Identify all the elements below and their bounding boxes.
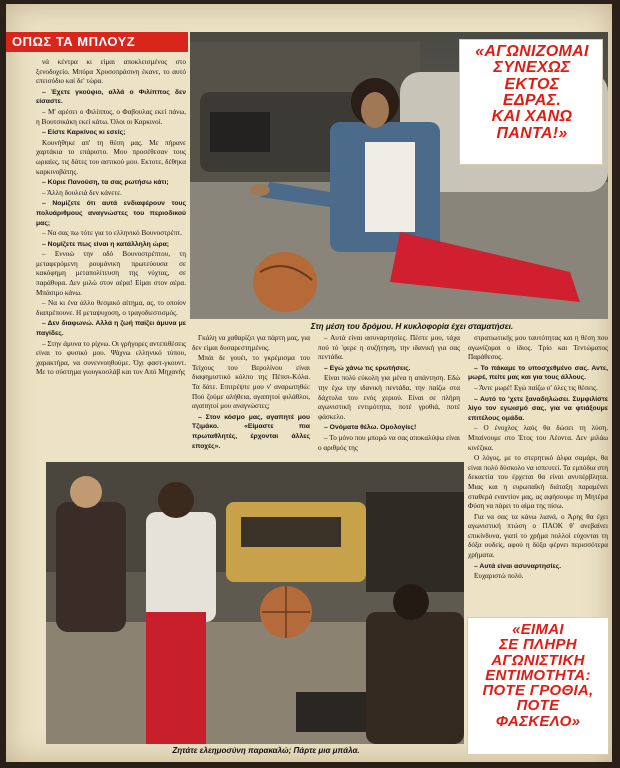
- bottom-quote-line: ΕΝΤΙΜΟΤΗΤΑ:: [485, 666, 591, 684]
- paragraph: – Δεν διαφωνώ. Αλλά η ζωή παίζει άμυνα με παγίδες.: [36, 320, 186, 338]
- paragraph: Γκάλη να χαθαρίζει για πάρτη μας, για δεν είμαι δυσαρεστημένος.: [192, 334, 310, 352]
- paragraph: – Αυτά είναι ασυναρτησίες. Πέστε μου, τάχα πού τό 'φερε η συζήτηση, την ιδανική για σας πεντάδα.: [318, 334, 460, 362]
- headline-line: ΕΚΤΟΣ: [504, 75, 560, 93]
- bottom-quote-line: «ΕΙΜΑΙ: [512, 621, 564, 638]
- headline-line: ΚΑΙ ΧΑΝΩ: [491, 108, 573, 126]
- paragraph: – Να κι ένα άλλο θεσμικό αίτημα, ας, το οποίον διαπρέπουνε. Η μεταψυχοση, ο τραγοδιεστισμός.: [36, 299, 186, 317]
- headline-line: ΕΔΡΑΣ.: [502, 91, 562, 109]
- paragraph: – Ονόματα θέλω. Ομολογίες!: [324, 424, 417, 432]
- paragraph: – Εγώ χάνω τις ερωτήσεις.: [324, 364, 411, 372]
- article-column-mid2: [318, 334, 460, 458]
- bottom-quote-line: ΠΟΤΕ: [516, 697, 560, 715]
- paragraph: – Το πάκαμε το υποσχεθμένο σας. Αντε, μωρέ, πείτε μας και για τους άλλους.: [468, 364, 608, 382]
- paragraph: – Αυτά είναι ασυναρτησίες.: [474, 562, 562, 570]
- paragraph: Ο λόγος, με το στερητικό άλφα σαμάρι, θα είναι πολύ δύσκολο να ισπευτεί. Τα εμπόδια στη δεκαετία του έρχεται θα είναι ανυπέρβλητα. Μιας και η ευρωπαϊκή διάταξη παραμένει σταθερά εναντίον μας, ας αφήσουμε τη Μητέρα Φύση να πάρει το αίμα της πίσω.: [468, 454, 608, 511]
- paragraph: – Ο ένοχλος λαός θα δώσει τη λύση. Μπαίνουμε στο Έτος του Λέοντα. Δεν μιλάω κινέζικα.: [468, 424, 608, 452]
- paragraph: – Άλλη δουλειά δεν κάνετε.: [42, 188, 122, 197]
- bottom-quote: [468, 622, 608, 729]
- section-tag: ΟΠΩΣ ΤΑ ΜΠΛΟΥΖ: [6, 32, 188, 52]
- paragraph: – Άντε μωρέ! Εγώ παίζω σ' όλες τις θέσεις.: [474, 383, 598, 392]
- paragraph: Είναι πολύ εύκολη για μένα η απάντηση. Εδώ την έχω την ιδανική πεντάδα, την παίζω στα δάχτυλα του ενός χεριού. Είναι σε πλήρη αγωνιστική εντιμότητα, ποτέ γροθιά, ποτέ φάσκελο.: [318, 374, 460, 421]
- paragraph: – Το μόνο που μπορώ να σας αποκαλύψω είναι ο αριθμός της: [318, 433, 460, 452]
- bottom-quote-line: ΑΓΩΝΙΣΤΙΚΗ: [491, 651, 585, 669]
- paragraph: – Μ' αρέσει ο Φιλίππος, ο Φαβουλας εκεί πάνω, η Βουτσικάκη εκεί κάτω. Όλοι οι Καρκινοί.: [36, 107, 186, 126]
- paragraph: – Έχετε γκούφιο, αλλά ο Φιλίππος δεν είσαστε.: [36, 88, 186, 106]
- paragraph: – Κύριε Πανούση, τα σας ρωτήσω κάτι;: [42, 179, 169, 187]
- paragraph: Κουνήθηκε απ' τη θέση μας. Με πήρανε χαρτάκια το επάριστο. Μου προσέθεσαν τους ωριαίες, τις δάτες του αστικού μου. Εκτοτε, δέθηκα καρκινοβάτης.: [36, 138, 186, 176]
- headline-line: ΠΑΝΤΑ!»: [496, 124, 568, 142]
- paragraph: – Εννοώ την οδό Βουνοστρέπτου, τη μεταφερόμενη ρουμάνικη πρωτεύουσα σε κακόφημη μεταπολίτευση της νύχτας, σε παράθυρα. Δεν μιλώ στον αέρα! Είμαι στον αέρα. Μπάσιμο κάνω.: [36, 250, 186, 297]
- article-column-left: [36, 58, 186, 458]
- paragraph: – Στην άμυνα το ρίχνω. Οι γρήγορες αντεπιθέσεις είναι το φυσικό μου. Ψάχνω ελληνικό τύπου, χαρακτήρα, να συνεννοηθούμε. Όχι φαστ-γκουντ. Με το σύστημα γιουγκοσλάβ και τον Από Μηχανής: [36, 339, 186, 377]
- paragraph: Για να σας τα κάνω λιανά, ο Άρης θα έχει αγωνιστική πτώση ο ΠΑΟΚ θ' ανεβαίνει επικίνδυνα, γιατί το χρήμα πολλοί εύχονται τη δόξα ουδείς, αφού η δόξα φέρνει περισσότερα χρήματα.: [468, 512, 608, 560]
- article-column-mid1: [192, 334, 310, 458]
- article-column-right: [468, 334, 608, 614]
- bottom-quote-line: ΣΕ ΠΛΗΡΗ: [499, 636, 577, 654]
- paragraph: – Είστε Καρκίνος κι εσείς;: [42, 129, 126, 137]
- paragraph: νά κέντρα κι είμαι αποκλεισμένος στο ξενοδοχείο. Μπύρα Χρυσοπράσινη έκανε, το αυτό επεισόδιο καί δε' τώρα.: [36, 58, 186, 86]
- paragraph: Μπάι δε γουέι, το γκρέμισμα του Τείχους του Βερολίνου είναι διαφημιστικό κόλπο της Πέπσι-Κόλα. Τα δάτε. Επιτρέψτε μου ν' αναρωτηθώ: Πού ζούμε αλήθεια, αγαπητοί φιλάθλοι, αγαπητοί μου αναγνώστες;: [192, 354, 310, 411]
- caption-top-photo: Στη μέση του δρόμου. Η κυκλοφορία έχει σταματήσει.: [310, 322, 514, 331]
- paragraph: – Νομίζετε πως είναι η κατάλληλη ώρα;: [42, 240, 170, 248]
- photo-street-ball: [46, 462, 464, 744]
- paragraph: – Νομίζετε ότι αυτά ενδιαφέρουν τους πολυάριθμους αναγνώστες του περιοδικού μας;: [36, 200, 186, 227]
- paragraph: – Να σας πω τότε για το ελληνικό Βουνοστρέπτ.: [42, 229, 182, 238]
- bottom-quote-line: ΦΑΣΚΕΛΟ»: [495, 712, 581, 730]
- paragraph: – Αυτό το 'χετε ξαναδηλώσει. Συμφιλίστε λίγο τον εγωισμό σας, για να φτιάξουμε επιτέλους ομάδα.: [468, 395, 608, 422]
- paragraph: στρατιωτικής μου ταυτότητας και η θέση που αγωνίζομαι ο ίδιος. Τρίο και Τεντώματος Παράθεσος.: [468, 334, 608, 362]
- caption-bottom-photo: Ζητάτε ελεημοσύνη παρακαλώ; Πάρτε μια μπάλα.: [172, 746, 360, 755]
- magazine-page: [6, 4, 612, 762]
- headline-quote: [462, 44, 602, 142]
- paragraph: Ευχαριστώ πολύ.: [474, 572, 524, 581]
- headline-line: «ΑΓΩΝΙΖΟΜΑΙ: [475, 43, 589, 60]
- headline-line: ΣΥΝΕΧΩΣ: [493, 59, 571, 77]
- paragraph: – Στον κόσμο μας, αγαπητέ μου Τζιμάκο. «Είμαστε πια πρωταθλητές, έρχονται άλλες εποχές».: [192, 413, 310, 450]
- bottom-quote-line: ΠΟΤΕ ΓΡΟΘΙΑ,: [482, 682, 594, 700]
